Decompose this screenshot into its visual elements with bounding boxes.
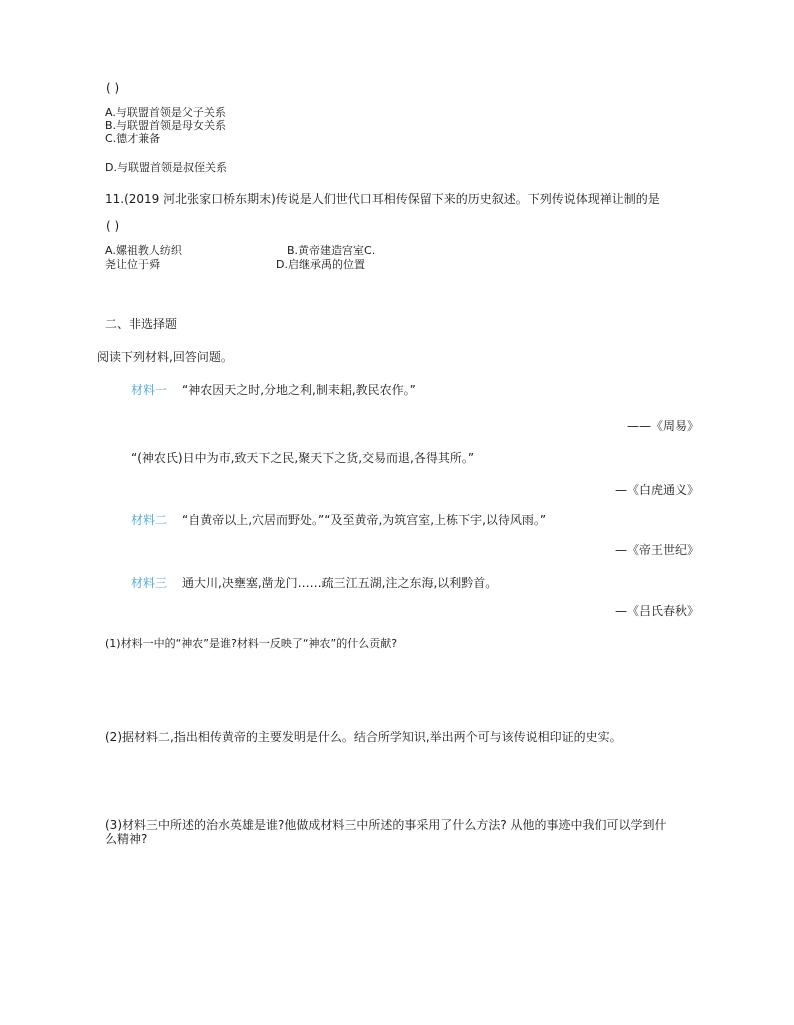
material-2-label: 材料二 xyxy=(131,513,168,527)
sub-question-3-line-2: 么精神? xyxy=(105,832,148,846)
section-intro: 阅读下列材料,回答问题。 xyxy=(97,350,233,364)
q10-option-a: A.与联盟首领是父子关系 xyxy=(105,106,226,119)
q10-option-d: D.与联盟首领是叔侄关系 xyxy=(105,161,227,174)
q11-option-d: D.启继承禹的位置 xyxy=(276,258,365,271)
q11-answer-bracket: ( ) xyxy=(106,219,120,233)
material-3-label: 材料三 xyxy=(131,576,168,590)
q11-option-a: A.嫘祖教人纺织 xyxy=(105,244,182,257)
material-2-text: “自黄帝以上,穴居而野处。”“及至黄帝,为筑宫室,上栋下宇,以待风雨。” xyxy=(182,513,547,527)
q10-option-c: C.德才兼备 xyxy=(105,132,161,145)
q11-option-b-c: B.黄帝建造宫室C. xyxy=(287,244,376,257)
q11-stem: 11.(2019 河北张家口桥东期末)传说是人们世代口耳相传保留下来的历史叙述。下列传说体现禅让制的是 xyxy=(105,192,660,206)
q10-answer-bracket: ( ) xyxy=(106,81,120,95)
sub-question-2: (2)据材料二,指出相传黄帝的主要发明是什么。结合所学知识,举出两个可与该传说相印证的史实。 xyxy=(105,730,622,744)
material-1-text: “神农因天之时,分地之利,制耒耜,教民农作。” xyxy=(182,383,416,397)
material-1b-source: —《白虎通义》 xyxy=(614,483,699,497)
material-2-source: —《帝王世纪》 xyxy=(614,543,699,557)
material-1-label: 材料一 xyxy=(131,383,168,397)
q11-option-c-cont: 尧让位于舜 xyxy=(105,258,160,271)
section-title: 二、非选择题 xyxy=(105,317,178,331)
q10-option-b: B.与联盟首领是母女关系 xyxy=(105,119,227,132)
sub-question-1: (1)材料一中的“神农”是谁?材料一反映了“神农”的什么贡献? xyxy=(105,637,398,650)
sub-question-3-line-1: (3)材料三中所述的治水英雄是谁?他做成材料三中所述的事采用了什么方法? 从他的事迹中我们可以学到什 xyxy=(105,818,667,832)
material-3-text: 通大川,决壅塞,凿龙门……疏三江五湖,注之东海,以利黔首。 xyxy=(182,576,498,590)
material-3-source: —《吕氏春秋》 xyxy=(614,604,699,618)
material-1-source: ——《周易》 xyxy=(626,419,699,433)
material-1b-text: “(神农氏)日中为市,致天下之民,聚天下之货,交易而退,各得其所。” xyxy=(131,451,475,465)
